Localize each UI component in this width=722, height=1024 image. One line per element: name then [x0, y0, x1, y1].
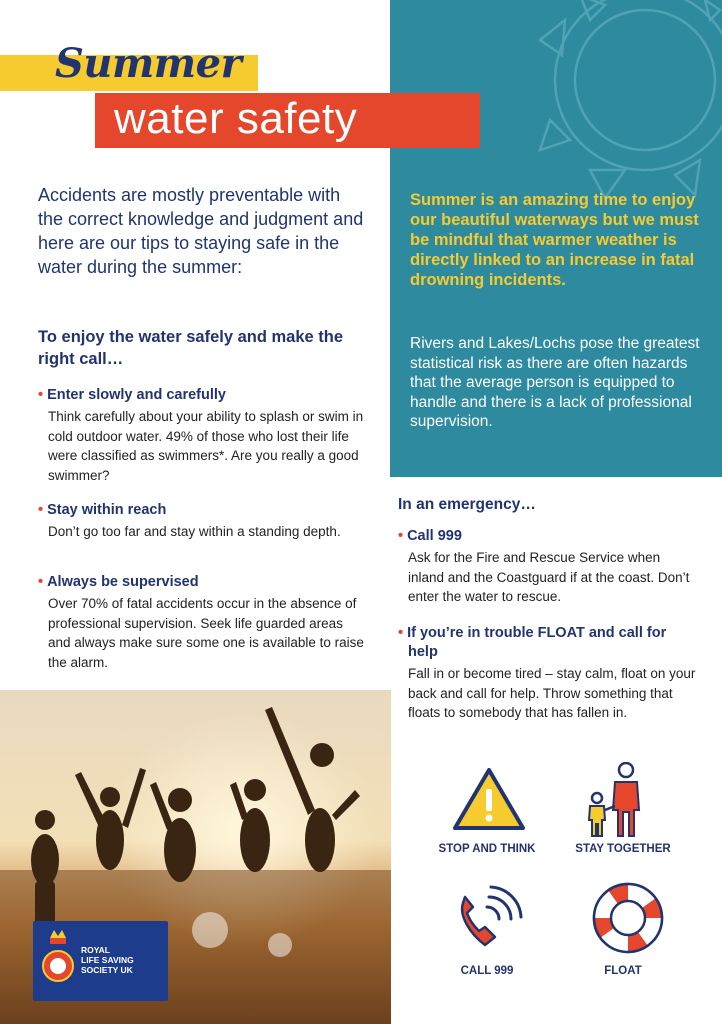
icon-label: CALL 999 [460, 965, 514, 977]
bullet-icon: • [398, 528, 404, 544]
tip-body: Don’t go too far and stay within a standing depth. [48, 524, 341, 539]
warning-triangle-icon [450, 765, 528, 833]
tip-title: Enter slowly and carefully [47, 387, 226, 403]
emergency-title: If you’re in trouble FLOAT and call for help [407, 625, 667, 660]
bullet-icon: • [398, 625, 404, 641]
title-script: Summer [55, 40, 242, 87]
emergency-body: Ask for the Fire and Rescue Service when inland and the Coastguard if at the coast. Don’t enter the water to rescue. [408, 550, 690, 604]
icon-label: STAY TOGETHER [575, 843, 671, 855]
emergency-call-999 [398, 527, 698, 607]
tip-enter-slowly [38, 386, 370, 485]
rlss-logo [33, 921, 168, 1001]
icon-label: STOP AND THINK [438, 843, 536, 855]
stay-together-item [585, 762, 645, 843]
lifebuoy-icon [590, 880, 666, 956]
call-999-item [455, 885, 525, 960]
phone-icon [455, 885, 525, 955]
emergency-title: Call 999 [407, 528, 462, 544]
bullet-icon: • [38, 574, 44, 590]
icon-label: FLOAT [604, 965, 642, 977]
adult-child-icon [585, 762, 645, 838]
tip-body: Over 70% of fatal accidents occur in the absence of professional supervision. Seek life guarded areas and always make sure some one is available to raise the alarm. [48, 596, 364, 670]
panel-body: Rivers and Lakes/Lochs pose the greatest statistical risk as there are often hazards that the average person is equipped to handle and there is a lack of professional supervision. [410, 335, 700, 430]
tip-stay-within-reach [38, 501, 358, 542]
crest-icon [38, 926, 78, 996]
emergency-body: Fall in or become tired – stay calm, float on your back and call for help. Throw something that floats to somebody that has fallen in. [408, 666, 696, 720]
logo-line: SOCIETY UK [81, 965, 133, 975]
panel-highlight: Summer is an amazing time to enjoy our beautiful waterways but we must be mindful that warmer weather is directly linked to an increase in fatal drowning incidents. [410, 191, 699, 289]
emergency-heading: In an emergency… [398, 496, 536, 513]
tip-body: Think carefully about your ability to splash or swim in cold outdoor water. 49% of those who lost their life were classified as swimmers*. Are you really a good swimmer? [48, 409, 364, 483]
tip-title: Stay within reach [47, 502, 167, 518]
tips-subheading: To enjoy the water safely and make the right call… [38, 328, 344, 368]
bullet-icon: • [38, 502, 44, 518]
tip-always-supervised [38, 573, 364, 672]
intro-text: Accidents are mostly preventable with the correct knowledge and judgment and here are our tips to staying safe in the water during the summer: [38, 185, 364, 277]
float-item [590, 880, 666, 961]
tip-title: Always be supervised [47, 574, 199, 590]
page-title: water safety [114, 94, 358, 143]
emergency-float [398, 624, 698, 723]
stop-and-think-item [450, 765, 528, 838]
bullet-icon: • [38, 387, 44, 403]
logo-line: LIFE SAVING [81, 955, 134, 965]
logo-line: ROYAL [81, 945, 110, 955]
